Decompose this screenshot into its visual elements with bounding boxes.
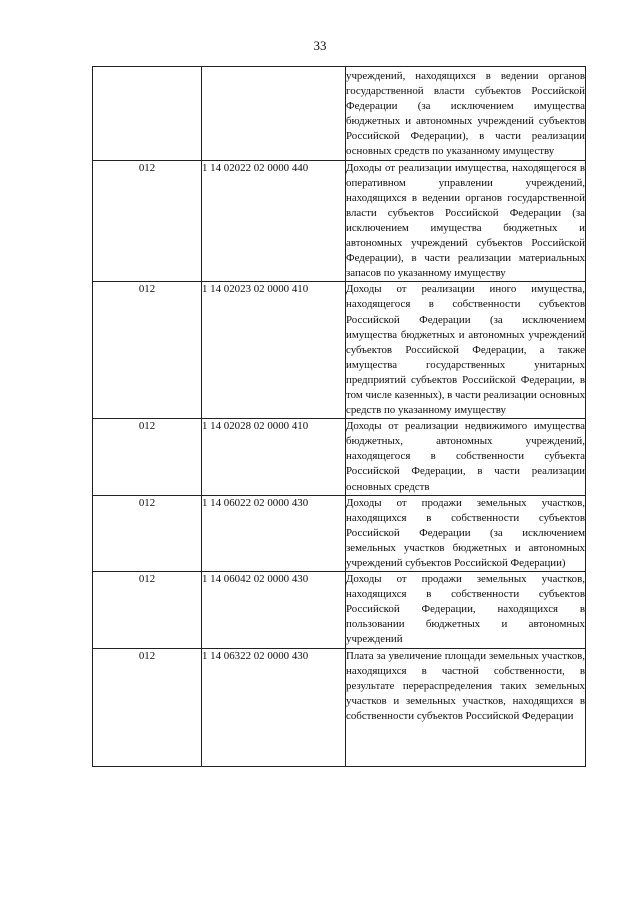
budget-code-cell: 1 14 06022 02 0000 430 (202, 495, 346, 571)
revenue-codes-table (92, 66, 586, 767)
admin-code-cell: 012 (93, 648, 202, 766)
budget-code-cell: 1 14 02022 02 0000 440 (202, 160, 346, 282)
budget-code-cell (202, 67, 346, 161)
table-row (93, 419, 586, 495)
description-cell: Доходы от реализации имущества, находящегося в оперативном управлении учреждений, находящихся в ведении органов государственной власти субъектов Российской Федерации (за исключением имущества бюджетных и автономных учреждений субъектов Российской Федерации), в части реализации материальных запасов по указанному имуществу (346, 160, 586, 282)
description-cell: Доходы от реализации иного имущества, находящегося в собственности субъектов Российской Федерации (за исключением имущества бюджетных и автономных учреждений субъектов Российской Федерации, а также имущества государственных унитарных предприятий субъектов Российской Федерации, в том числе казенных), в части реализации основных средств по указанному имуществу (346, 282, 586, 419)
table-row (93, 495, 586, 571)
budget-code-cell: 1 14 02023 02 0000 410 (202, 282, 346, 419)
budget-code-cell: 1 14 06322 02 0000 430 (202, 648, 346, 766)
table-row (93, 282, 586, 419)
budget-code-cell: 1 14 02028 02 0000 410 (202, 419, 346, 495)
admin-code-cell: 012 (93, 419, 202, 495)
description-cell: Плата за увеличение площади земельных участков, находящихся в частной собственности, в результате перераспределения таких земельных участков и земельных участков, находящихся в собственности субъектов Российской Федерации (346, 648, 586, 766)
table-row (93, 572, 586, 648)
admin-code-cell: 012 (93, 495, 202, 571)
admin-code-cell: 012 (93, 282, 202, 419)
admin-code-cell: 012 (93, 160, 202, 282)
page-number: 33 (313, 38, 327, 53)
description-cell: учреждений, находящихся в ведении органов государственной власти субъектов Российской Федерации (за исключением имущества бюджетных и автономных учреждений субъектов Российской Федерации), в части реализации основных средств по указанному имуществу (346, 67, 586, 161)
description-cell: Доходы от продажи земельных участков, находящихся в собственности субъектов Российской Федерации (за исключением земельных участков бюджетных и автономных учреждений субъектов Российской Федерации) (346, 495, 586, 571)
table-row (93, 67, 586, 161)
table-row (93, 648, 586, 766)
description-cell: Доходы от реализации недвижимого имущества бюджетных, автономных учреждений, находящегося в собственности субъекта Российской Федерации, в части реализации основных средств (346, 419, 586, 495)
admin-code-cell (93, 67, 202, 161)
admin-code-cell: 012 (93, 572, 202, 648)
description-cell: Доходы от продажи земельных участков, находящихся в собственности субъектов Российской Федерации, находящихся в пользовании бюджетных и автономных учреждений (346, 572, 586, 648)
budget-code-cell: 1 14 06042 02 0000 430 (202, 572, 346, 648)
table-row (93, 160, 586, 282)
